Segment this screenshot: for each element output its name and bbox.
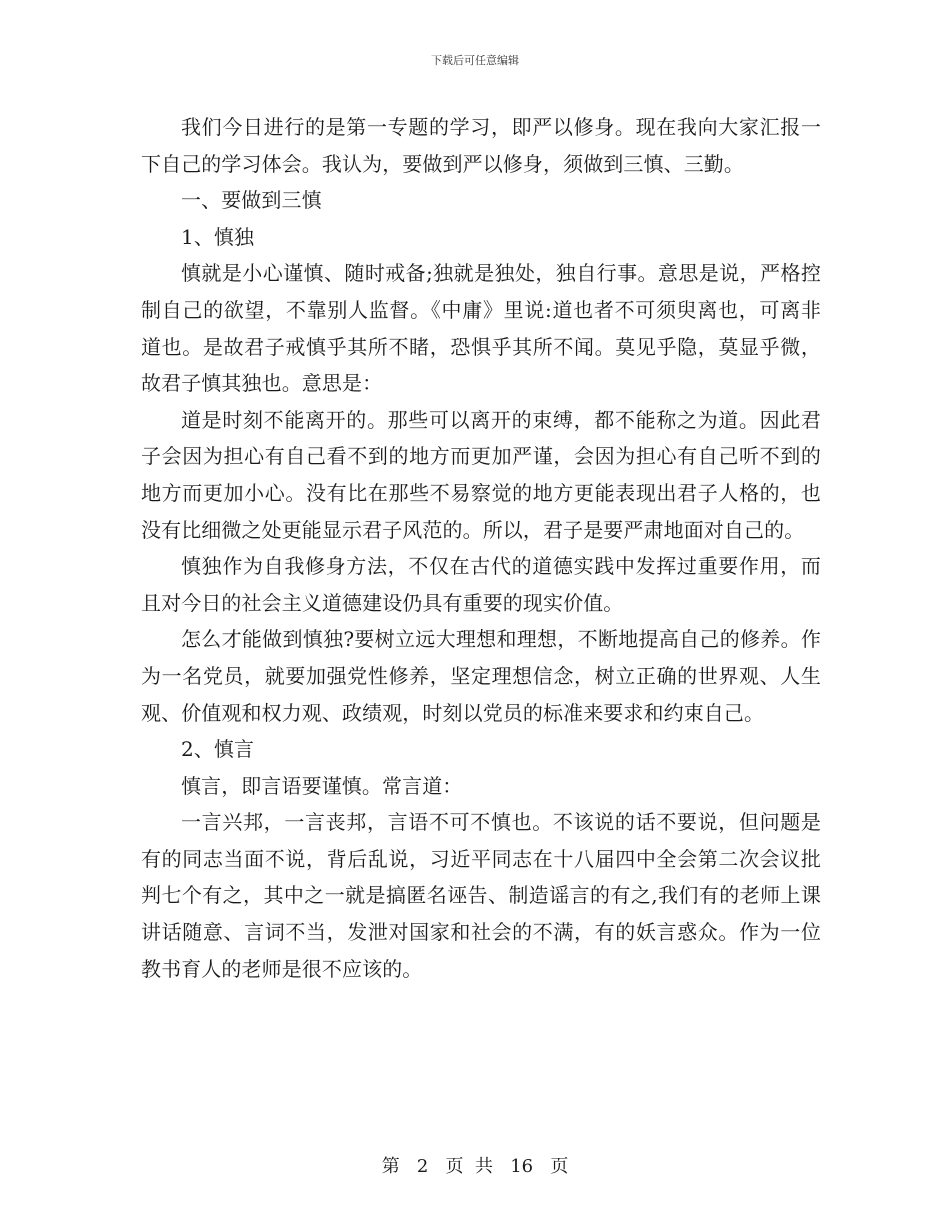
- page-footer: [0, 1152, 950, 1178]
- paragraph-dao-explanation: 道是时刻不能离开的。那些可以离开的束缚，都不能称之为道。因此君子会因为担心有自己看不到的地方而更加严谨，会因为担心有自己听不到的地方而更加小心。没有比在那些不易察觉的地方更能表现出君子人格的，也没有比细微之处更能显示君子风范的。所以，君子是要严肃地面对自己的。: [141, 407, 821, 542]
- footer-page-number: 2: [416, 1156, 429, 1177]
- page-header: 下载后可任意编辑: [431, 54, 519, 67]
- paragraph-how-to-shendu: 怎么才能做到慎独?要树立远大理想和理想，不断地提高自己的修养。作为一名党员，就要加强党性修养，坚定理想信念，树立正确的世界观、人生观、价值观和权力观、政绩观，时刻以党员的标准来要求和约束自己。: [141, 627, 821, 725]
- paragraph-shenyan-detail: 一言兴邦，一言丧邦，言语不可不慎也。不该说的话不要说，但问题是有的同志当面不说，背后乱说，习近平同志在十八届四中全会第二次会议批判七个有之，其中之一就是搞匿名诬告、制造谣言的有之,我们有的老师上课讲话随意、言词不当，发泄对国家和社会的不满，有的妖言惑众。作为一位教书育人的老师是很不应该的。: [141, 810, 821, 981]
- section-heading-three-cautions: 一、要做到三慎: [181, 188, 322, 213]
- footer-prefix: 第: [381, 1156, 400, 1177]
- footer-total-pages: 16: [510, 1156, 534, 1177]
- document-body: [141, 109, 821, 987]
- paragraph-intro: 我们今日进行的是第一专题的学习，即严以修身。现在我向大家汇报一下自己的学习体会。我认为，要做到严以修身，须做到三慎、三勤。: [141, 115, 821, 176]
- footer-middle: 页 共: [445, 1156, 493, 1177]
- paragraph-shendu-definition: 慎就是小心谨慎、随时戒备;独就是独处，独自行事。意思是说，严格控制自己的欲望，不靠别人监督。《中庸》里说:道也者不可须臾离也，可离非道也。是故君子戒慎乎其所不睹，恐惧乎其所不闻。莫见乎隐，莫显乎微，故君子慎其独也。意思是：: [141, 261, 821, 396]
- subheading-shendu: 1、慎独: [181, 224, 255, 249]
- paragraph-shendu-value: 慎独作为自我修身方法，不仅在古代的道德实践中发挥过重要作用，而且对今日的社会主义道德建设仍具有重要的现实价值。: [141, 554, 821, 615]
- subheading-shenyan: 2、慎言: [181, 737, 255, 762]
- paragraph-shenyan-definition: 慎言，即言语要谨慎。常言道：: [181, 773, 463, 798]
- footer-suffix: 页: [550, 1156, 569, 1177]
